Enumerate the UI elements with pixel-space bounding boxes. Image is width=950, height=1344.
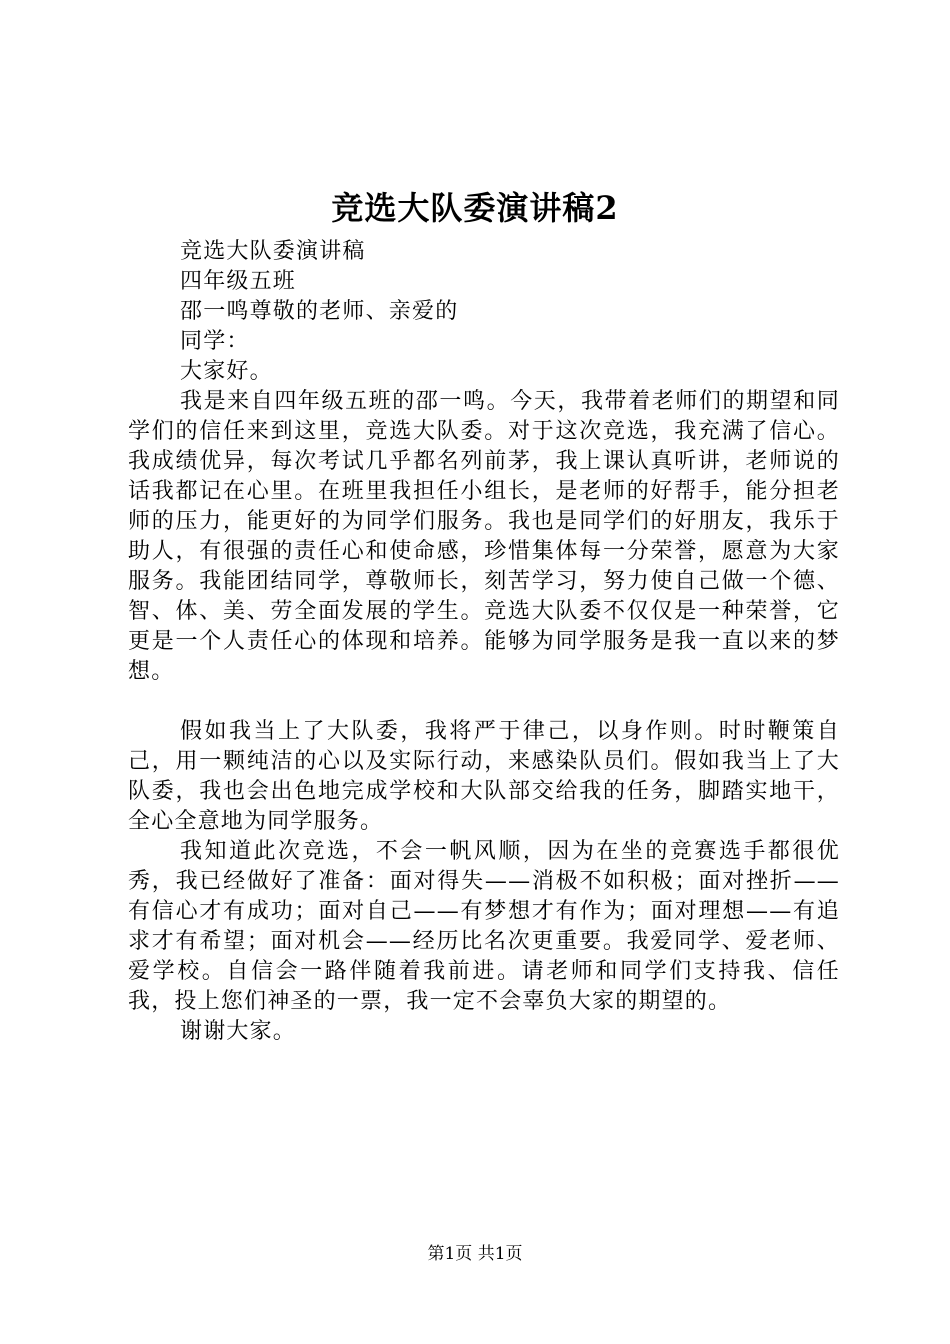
- paragraph-thanks: 谢谢大家。: [180, 1019, 297, 1044]
- paragraph-class: 四年级五班: [180, 269, 297, 294]
- paragraph-promise: 假如我当上了大队委，我将严于律己，以身作则。时时鞭策自己，用一颗纯洁的心以及实际行动，来感染队员们。假如我当上了大队委，我也会出色地完成学校和大队部交给我的任务，脚踏实地干，全心全意地为同学服务。: [128, 719, 840, 834]
- paragraph-greeting: 大家好。: [180, 359, 273, 384]
- paragraph-heading: 竞选大队委演讲稿: [180, 239, 366, 264]
- paragraph-gap: [128, 687, 840, 717]
- paragraph-salutation-cont: 同学：: [180, 329, 250, 354]
- page-footer: 第1页 共1页: [427, 1244, 523, 1264]
- document-title: 竞选大队委演讲稿2: [331, 189, 619, 227]
- paragraph-introduction: 我是来自四年级五班的邵一鸣。今天，我带着老师们的期望和同学们的信任来到这里，竞选大队委。对于这次竞选，我充满了信心。我成绩优异，每次考试几乎都名列前茅，我上课认真听讲，老师说的话我都记在心里。在班里我担任小组长，是老师的好帮手，能分担老师的压力，能更好的为同学们服务。我也是同学们的好朋友，我乐于助人，有很强的责任心和使命感，珍惜集体每一分荣誉，愿意为大家服务。我能团结同学，尊敬师长，刻苦学习，努力使自己做一个德、智、体、美、劳全面发展的学生。竞选大队委不仅仅是一种荣誉，它更是一个人责任心的体现和培养。能够为同学服务是我一直以来的梦想。: [128, 389, 840, 684]
- document-body: [128, 237, 840, 1047]
- paragraph-readiness: 我知道此次竞选，不会一帆风顺，因为在坐的竞赛选手都很优秀，我已经做好了准备：面对得失——消极不如积极；面对挫折——有信心才有成功；面对自己——有梦想才有作为；面对理想——有追求才有希望；面对机会——经历比名次更重要。我爱同学、爱老师、爱学校。自信会一路伴随着我前进。请老师和同学们支持我、信任我，投上您们神圣的一票，我一定不会辜负大家的期望的。: [128, 839, 840, 1014]
- paragraph-salutation: 邵一鸣尊敬的老师、亲爱的: [180, 299, 459, 324]
